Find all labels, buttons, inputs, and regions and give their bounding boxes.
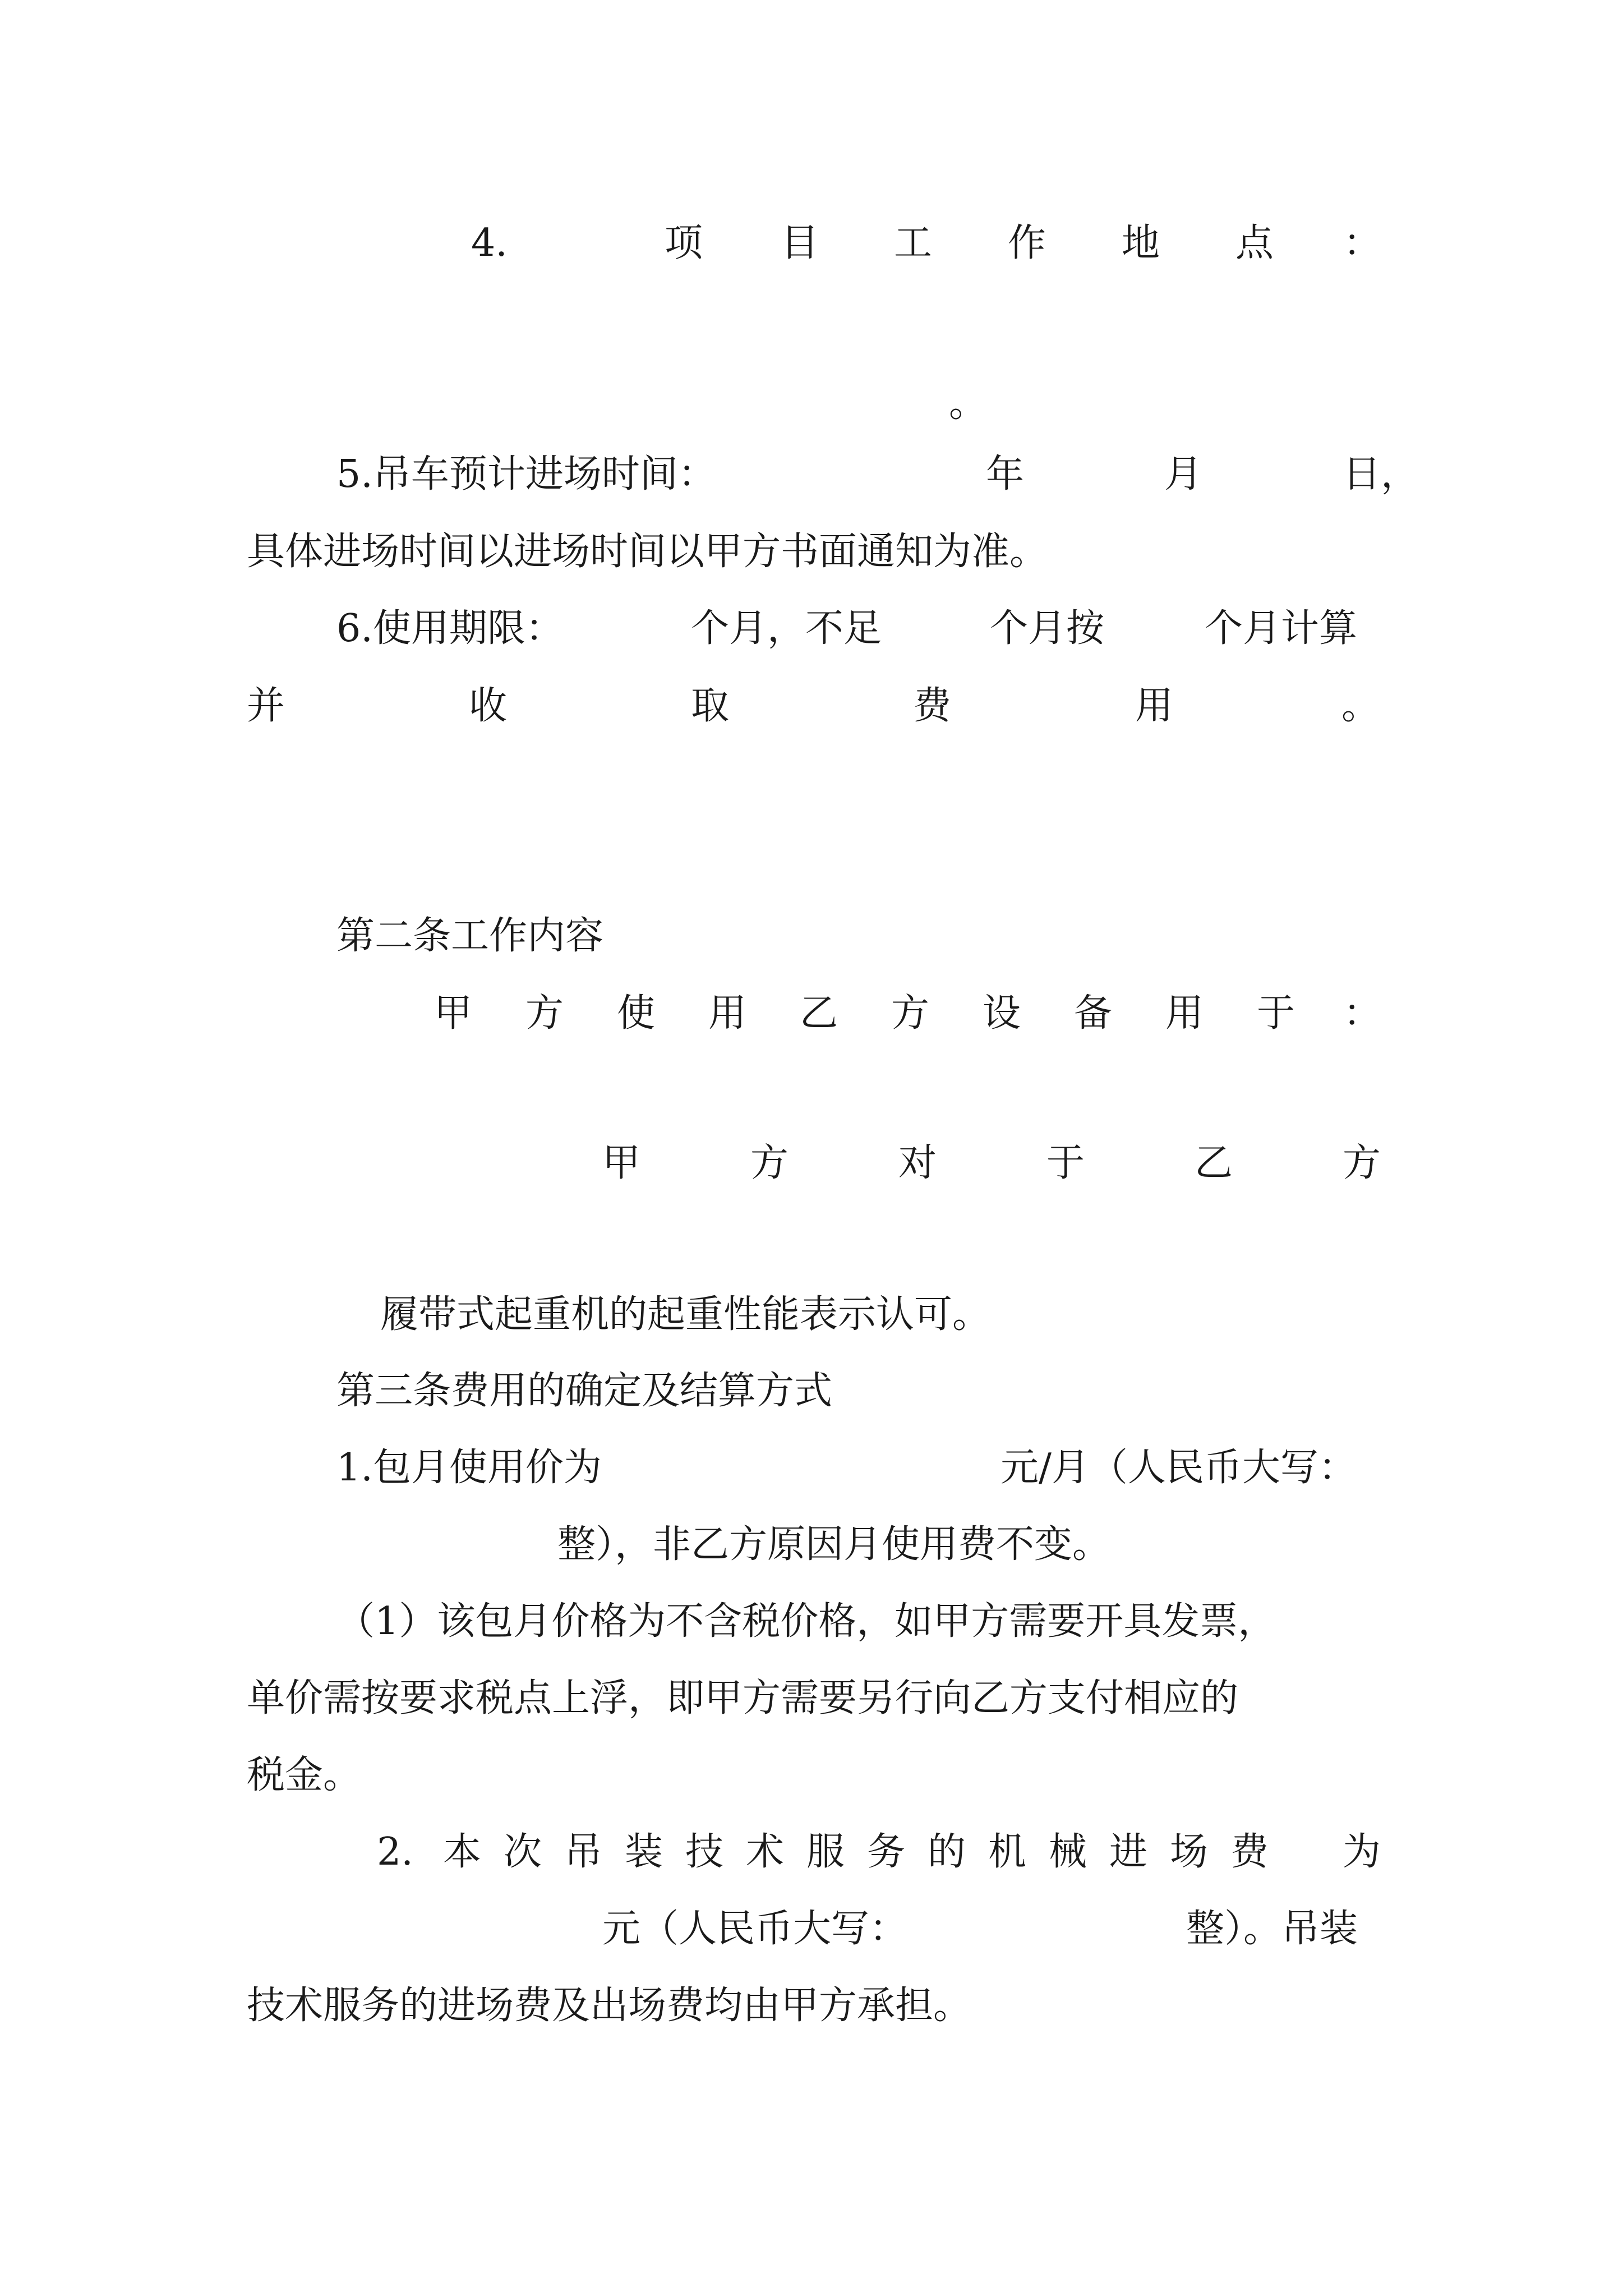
item5-year: 年	[986, 452, 1025, 496]
article3-item2-char: 吊	[564, 1830, 603, 1874]
article3-item2-char: 务	[867, 1830, 906, 1874]
item4-char: 项	[665, 221, 703, 265]
item4-char: 目	[781, 221, 819, 265]
item6-char: 。	[1341, 684, 1380, 728]
item6-char: 并	[247, 684, 285, 728]
item4-char: 工	[894, 221, 933, 265]
item6-char: 用	[1135, 684, 1174, 728]
article3-item2-char: 本	[443, 1830, 482, 1874]
article3-item2-char: 械	[1049, 1830, 1087, 1874]
article3-item2-char: 技	[685, 1830, 724, 1874]
article3-item2-char: 次	[504, 1830, 542, 1874]
item5-label: 5.吊车预计进场时间：	[336, 452, 716, 496]
item6-label: 6.使用期限：	[336, 606, 564, 651]
article2-char: 用	[1165, 991, 1204, 1036]
article2-char: 乙	[800, 991, 838, 1036]
article2-line3: 履带式起重机的起重性能表示认可。	[380, 1292, 991, 1337]
article3-item1-unit: 元/月（人民币大写：	[1000, 1446, 1357, 1490]
article3-item2-line2a: 元（人民币大写：	[602, 1907, 908, 1951]
article3-note1-line1: （1）该包月价格为不含税价格，如甲方需要开具发票，	[336, 1599, 1276, 1644]
item6-part3: 个月计算	[1205, 606, 1358, 651]
article3-item2-line3: 技术服务的进场费及出场费均由甲方承担。	[247, 1984, 972, 2028]
article3-item2-char: 进	[1109, 1830, 1148, 1874]
item4-char: 点	[1235, 221, 1274, 265]
item5-month: 月	[1164, 452, 1203, 496]
item4-period: 。	[949, 381, 988, 426]
item5-line2: 具体进场时间以进场时间以甲方书面通知为准。	[247, 530, 1048, 574]
article3-item2-number: 2.	[377, 1830, 413, 1874]
item4-char: 作	[1008, 221, 1046, 265]
article2-char: 甲	[602, 1141, 641, 1185]
article3-item2-char: 装	[625, 1830, 663, 1874]
article3-item2-char: 的	[928, 1830, 966, 1874]
article2-char: 于	[1257, 991, 1295, 1036]
article3-item2-line2b: 整）。吊装	[1186, 1907, 1358, 1951]
article2-char: 方	[750, 1141, 789, 1185]
article3-item1-label: 1.包月使用价为	[336, 1446, 602, 1490]
item6-part2: 个月按	[990, 606, 1105, 651]
item6-part1: 个月，不足	[691, 606, 882, 651]
article2-char: 对	[898, 1141, 937, 1185]
item4-char: ：	[1343, 221, 1382, 265]
article3-item2-char: 费	[1230, 1830, 1269, 1874]
article2-char: 备	[1074, 991, 1113, 1036]
item6-char: 费	[913, 684, 952, 728]
article2-char: 乙	[1195, 1141, 1233, 1185]
article3-item2-char: 服	[806, 1830, 845, 1874]
article2-char: ：	[1343, 991, 1382, 1036]
item4-number: 4.	[471, 221, 508, 265]
item6-char: 收	[469, 684, 508, 728]
article2-char: 用	[708, 991, 747, 1036]
article3-note1-line2: 单价需按要求税点上浮，即甲方需要另行向乙方支付相应的	[247, 1676, 1239, 1720]
article2-char: 使	[617, 991, 656, 1036]
article3-item2-char: 为	[1343, 1830, 1381, 1874]
article2-char: 方	[891, 991, 930, 1036]
item4-char: 地	[1122, 221, 1160, 265]
article2-char: 于	[1046, 1141, 1085, 1185]
article2-char: 设	[983, 991, 1021, 1036]
article3-item2-char: 机	[988, 1830, 1027, 1874]
article2-char: 方	[1343, 1141, 1381, 1185]
article3-item2-char: 术	[746, 1830, 785, 1874]
article2-char: 甲	[434, 991, 473, 1036]
item5-day: 日，	[1343, 452, 1419, 496]
article3-item2-char: 场	[1170, 1830, 1209, 1874]
article2-title: 第二条工作内容	[336, 914, 604, 958]
article3-title: 第三条费用的确定及结算方式	[336, 1369, 833, 1413]
article2-char: 方	[525, 991, 564, 1036]
article3-item1-line2: 整），非乙方原因月使用费不变。	[557, 1522, 1111, 1567]
article3-note1-line3: 税金。	[247, 1753, 362, 1797]
item6-char: 取	[691, 684, 730, 728]
